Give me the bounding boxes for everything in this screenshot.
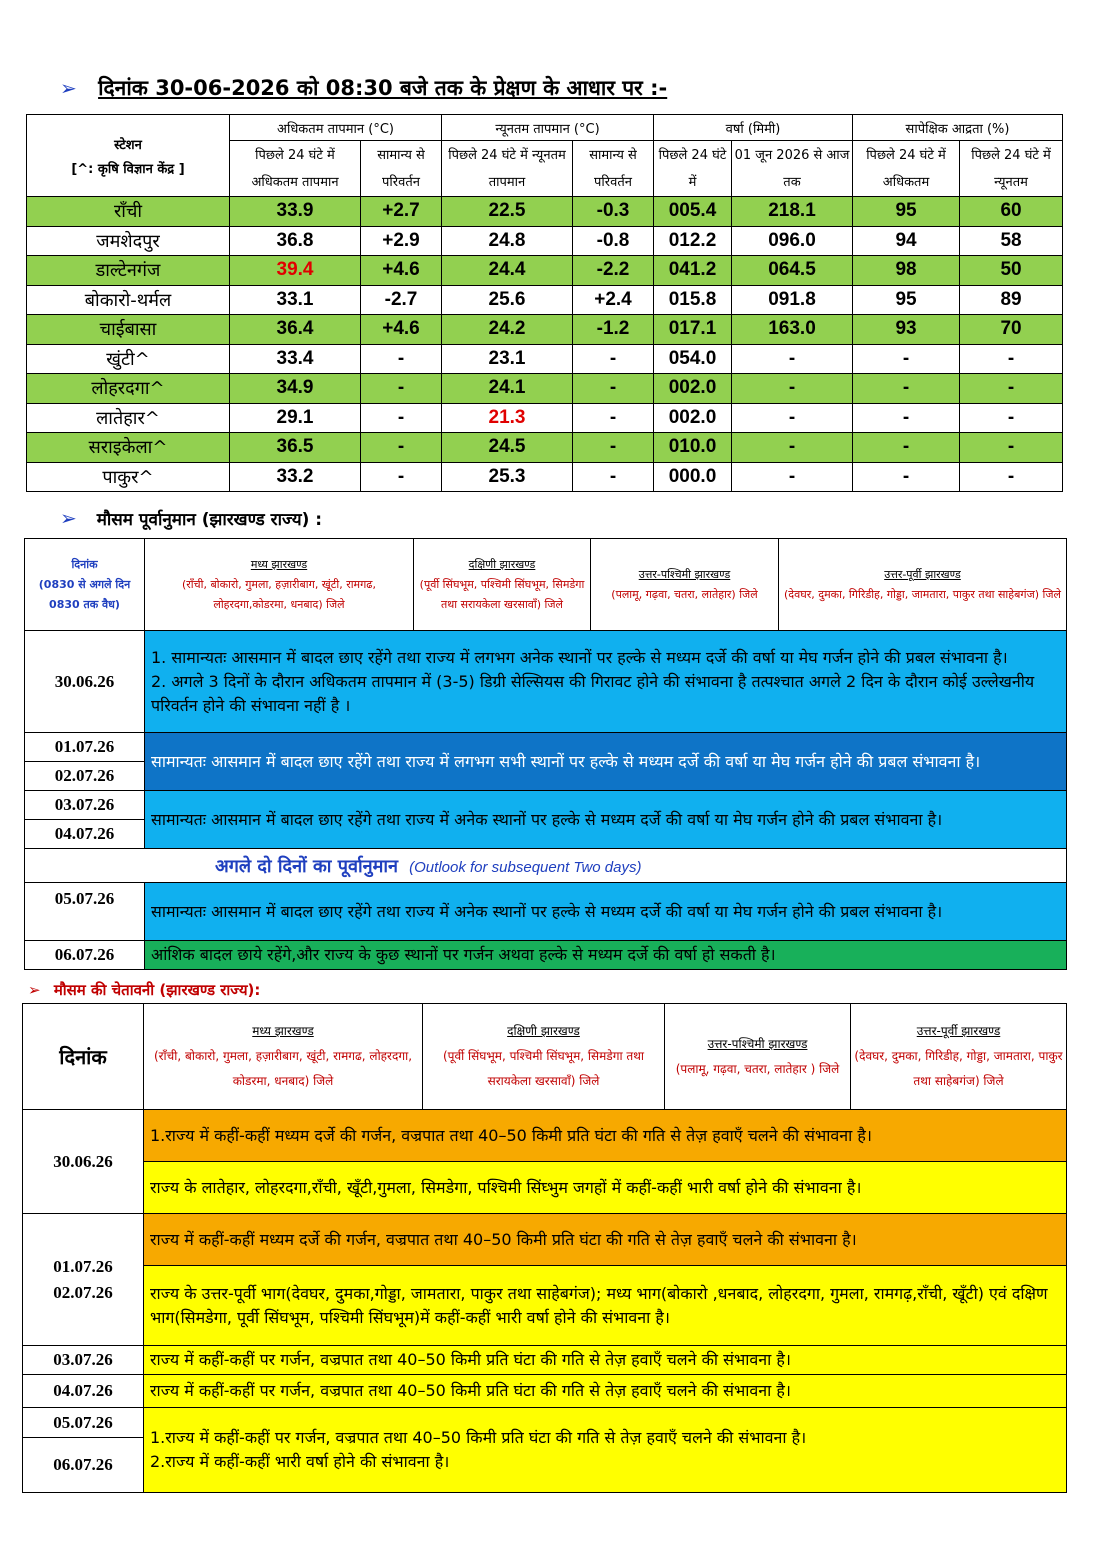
arrow-icon: ➢ bbox=[60, 76, 77, 100]
region-districts: (देवघर, दुमका, गिरिडीह, गोड्डा, जामतारा, पाकुर तथा साहेबगंज) जिले bbox=[783, 587, 1061, 601]
fc-date: 06.07.26 bbox=[25, 941, 145, 970]
table-row bbox=[27, 344, 1063, 374]
station-name: सराइकेला^ bbox=[27, 433, 230, 463]
region-districts: (पलामू, गढ़वा, चतरा, लातेहार) जिले bbox=[611, 587, 758, 601]
cell-value: -0.8 bbox=[573, 226, 654, 256]
cell-value: 70 bbox=[960, 315, 1063, 345]
cell-value: 24.1 bbox=[442, 374, 573, 404]
subhead-3: सामान्य से परिवर्तन bbox=[573, 141, 654, 197]
cell-value: - bbox=[960, 374, 1063, 404]
cell-value: 34.9 bbox=[230, 374, 361, 404]
warn-date bbox=[23, 1214, 144, 1346]
region-name: उत्तर-पश्चिमी झारखण्ड bbox=[638, 567, 731, 581]
cell-value: -2.7 bbox=[361, 285, 442, 315]
warning-table bbox=[22, 1003, 1067, 1493]
warn-date-1: 01.07.26 bbox=[53, 1256, 113, 1276]
table-row bbox=[27, 374, 1063, 404]
region-name: दक्षिणी झारखण्ड bbox=[507, 1024, 580, 1038]
cell-value: - bbox=[853, 374, 960, 404]
warn-text: राज्य में कहीं-कहीं मध्यम दर्जे की गर्जन, वज्रपात तथा 40–50 किमी प्रति घंटा की गति से तेज़ हवाएँ चलने की संभावना है। bbox=[144, 1214, 1067, 1266]
cell-value: - bbox=[361, 344, 442, 374]
outlook-row bbox=[25, 849, 1067, 883]
cell-value: 60 bbox=[960, 197, 1063, 227]
subhead-0: पिछले 24 घंटे में अधिकतम तापमान bbox=[230, 141, 361, 197]
warn-region-nw bbox=[665, 1004, 851, 1110]
subhead-7: पिछले 24 घंटे में न्यूनतम bbox=[960, 141, 1063, 197]
cell-value: 015.8 bbox=[654, 285, 732, 315]
cell-value: 24.8 bbox=[442, 226, 573, 256]
cell-value: - bbox=[573, 433, 654, 463]
station-head-label: स्टेशन bbox=[114, 137, 142, 153]
subhead-1: सामान्य से परिवर्तन bbox=[361, 141, 442, 197]
cell-value: - bbox=[732, 462, 853, 492]
cell-value: - bbox=[573, 344, 654, 374]
warning-header bbox=[28, 980, 260, 1000]
warn-region-south bbox=[423, 1004, 665, 1110]
cell-value: 25.6 bbox=[442, 285, 573, 315]
warn-date: 30.06.26 bbox=[23, 1110, 144, 1214]
group-max: अधिकतम तापमान (°C) bbox=[230, 115, 442, 141]
cell-value: - bbox=[573, 374, 654, 404]
cell-value: +2.9 bbox=[361, 226, 442, 256]
fc-date-label-2: (0830 से अगले दिन 0830 तक वैध) bbox=[38, 577, 131, 611]
obs-header-text: दिनांक 30-06-2026 को 08:30 बजे तक के प्रेक्षण के आधार पर :- bbox=[98, 76, 668, 100]
outlook-hi: अगले दो दिनों का पूर्वानुमान bbox=[215, 855, 399, 877]
forecast-table bbox=[24, 538, 1067, 970]
cell-value: 25.3 bbox=[442, 462, 573, 492]
warn-date-2: 02.07.26 bbox=[53, 1282, 113, 1302]
fc-region-ne bbox=[779, 539, 1067, 631]
group-rain: वर्षा (मिमी) bbox=[654, 115, 853, 141]
obs-header bbox=[60, 74, 667, 102]
cell-value: 24.5 bbox=[442, 433, 573, 463]
cell-value: - bbox=[573, 403, 654, 433]
cell-value: - bbox=[853, 344, 960, 374]
fc-region-south bbox=[414, 539, 591, 631]
cell-value: 017.1 bbox=[654, 315, 732, 345]
cell-value: 50 bbox=[960, 256, 1063, 286]
group-min: न्यूनतम तापमान (°C) bbox=[442, 115, 654, 141]
fc-date-label bbox=[25, 539, 145, 631]
cell-value: 33.4 bbox=[230, 344, 361, 374]
cell-value: - bbox=[960, 433, 1063, 463]
cell-value: - bbox=[853, 403, 960, 433]
table-row bbox=[27, 315, 1063, 345]
warn-date: 05.07.26 bbox=[23, 1408, 144, 1438]
arrow-icon: ➢ bbox=[28, 981, 41, 999]
cell-value: 012.2 bbox=[654, 226, 732, 256]
fc-text: सामान्यतः आसमान में बादल छाए रहेंगे तथा राज्य में लगभग सभी स्थानों पर हल्के से मध्यम दर्जे की वर्षा या मेघ गर्जन होने की प्रबल संभावना है। bbox=[145, 733, 1067, 791]
cell-value: +2.7 bbox=[361, 197, 442, 227]
region-districts: (राँची, बोकारो, गुमला, हज़ारीबाग, खूंटी, रामगढ, लोहरदगा, कोडरमा, धनबाद) जिले bbox=[153, 1049, 413, 1088]
fc-text-1: 1. सामान्यतः आसमान में बादल छाए रहेंगे तथा राज्य में लगभग अनेक स्थानों पर हल्के से मध्यम दर्जे की वर्षा या मेघ गर्जन होने की प्रबल संभावना है। bbox=[151, 647, 1008, 667]
warn-text: राज्य के उत्तर-पूर्वी भाग(देवघर, दुमका,गोड्डा, जामतारा, पाकुर तथा साहेबगंज); मध्य भाग(बोकारो ,धनबाद, लोहरदगा, गुमला, रामगढ़,राँची, खूँटी) एवं दक्षिण भाग(सिमडेगा, पूर्वी सिंघभूम, पश्चिमी सिंघभूम)में कहीं-कहीं भारी वर्षा होने की संभावना है। bbox=[144, 1266, 1067, 1346]
table-row bbox=[27, 462, 1063, 492]
fc-date: 30.06.26 bbox=[25, 631, 145, 733]
warn-date: 03.07.26 bbox=[23, 1346, 144, 1375]
region-name: उत्तर-पूर्वी झारखण्ड bbox=[916, 1024, 1001, 1038]
station-name: डाल्टेनगंज bbox=[27, 256, 230, 286]
warn-text bbox=[144, 1408, 1067, 1493]
cell-value: 33.9 bbox=[230, 197, 361, 227]
cell-value: 24.2 bbox=[442, 315, 573, 345]
warn-region-ne bbox=[851, 1004, 1067, 1110]
cell-value: 39.4 bbox=[230, 256, 361, 286]
station-name: पाकुर^ bbox=[27, 462, 230, 492]
cell-value: 005.4 bbox=[654, 197, 732, 227]
cell-value: 58 bbox=[960, 226, 1063, 256]
region-name: मध्य झारखण्ड bbox=[250, 557, 308, 571]
table-row bbox=[27, 197, 1063, 227]
cell-value: - bbox=[732, 344, 853, 374]
cell-value: 95 bbox=[853, 197, 960, 227]
cell-value: - bbox=[732, 374, 853, 404]
warn-date: 04.07.26 bbox=[23, 1375, 144, 1408]
table-row bbox=[27, 256, 1063, 286]
cell-value: -0.3 bbox=[573, 197, 654, 227]
table-row bbox=[27, 226, 1063, 256]
cell-value: 24.4 bbox=[442, 256, 573, 286]
station-name: जमशेदपुर bbox=[27, 226, 230, 256]
cell-value: -2.2 bbox=[573, 256, 654, 286]
cell-value: - bbox=[361, 433, 442, 463]
cell-value: 218.1 bbox=[732, 197, 853, 227]
cell-value: 33.2 bbox=[230, 462, 361, 492]
station-name: लातेहार^ bbox=[27, 403, 230, 433]
warn-text-2: 2.राज्य में कहीं-कहीं भारी वर्षा होने की संभावना है। bbox=[150, 1452, 450, 1471]
subhead-2: पिछले 24 घंटे में न्यूनतम तापमान bbox=[442, 141, 573, 197]
warning-header-text: मौसम की चेतावनी (झारखण्ड राज्य): bbox=[53, 981, 261, 999]
subhead-6: पिछले 24 घंटे में अधिकतम bbox=[853, 141, 960, 197]
region-name: दक्षिणी झारखण्ड bbox=[468, 557, 536, 571]
cell-value: - bbox=[960, 344, 1063, 374]
forecast-header-text: मौसम पूर्वानुमान (झारखण्ड राज्य) : bbox=[96, 510, 323, 530]
station-name: खुंटी^ bbox=[27, 344, 230, 374]
station-name: चाईबासा bbox=[27, 315, 230, 345]
station-note: [^: कृषि विज्ञान केंद्र ] bbox=[71, 161, 185, 177]
region-districts: (देवघर, दुमका, गिरिडीह, गोड्डा, जामतारा, पाकुर तथा साहेबगंज) जिले bbox=[854, 1049, 1063, 1088]
region-districts: (राँची, बोकारो, गुमला, हज़ारीबाग, खूंटी, रामगढ, लोहरदगा,कोडरमा, धनबाद) जिले bbox=[181, 577, 376, 611]
fc-text: सामान्यतः आसमान में बादल छाए रहेंगे तथा राज्य में अनेक स्थानों पर हल्के से मध्यम दर्जे की वर्षा या मेघ गर्जन होने की प्रबल संभावना है। bbox=[145, 883, 1067, 941]
fc-date-label-1: दिनांक bbox=[71, 557, 98, 571]
warn-text: राज्य के लातेहार, लोहरदगा,राँची, खूँटी,गुमला, सिमडेगा, पश्चिमी सिंघ्भुम जगहों में कहीं-कहीं भारी वर्षा होने की संभावना है। bbox=[144, 1162, 1067, 1214]
warn-text: राज्य में कहीं-कहीं पर गर्जन, वज्रपात तथा 40–50 किमी प्रति घंटा की गति से तेज़ हवाएँ चलने की संभावना है। bbox=[144, 1346, 1067, 1375]
cell-value: +2.4 bbox=[573, 285, 654, 315]
cell-value: - bbox=[853, 433, 960, 463]
cell-value: - bbox=[732, 403, 853, 433]
cell-value: 89 bbox=[960, 285, 1063, 315]
cell-value: - bbox=[361, 374, 442, 404]
fc-text: सामान्यतः आसमान में बादल छाए रहेंगे तथा राज्य में अनेक स्थानों पर हल्के से मध्यम दर्जे की वर्षा या मेघ गर्जन होने की प्रबल संभावना है। bbox=[145, 791, 1067, 849]
cell-value: - bbox=[960, 403, 1063, 433]
group-rh: सापेक्षिक आद्रता (%) bbox=[853, 115, 1063, 141]
region-name: उत्तर-पश्चिमी झारखण्ड bbox=[707, 1036, 808, 1051]
warn-date: 06.07.26 bbox=[23, 1438, 144, 1493]
fc-date: 05.07.26 bbox=[25, 883, 145, 941]
cell-value: 22.5 bbox=[442, 197, 573, 227]
station-name: लोहरदगा^ bbox=[27, 374, 230, 404]
fc-date: 01.07.26 bbox=[25, 733, 145, 762]
subhead-5: 01 जून 2026 से आज तक bbox=[732, 141, 853, 197]
arrow-icon: ➢ bbox=[60, 506, 77, 530]
cell-value: +4.6 bbox=[361, 315, 442, 345]
region-name: उत्तर-पूर्वी झारखण्ड bbox=[884, 567, 961, 581]
forecast-header bbox=[60, 506, 322, 530]
cell-value: - bbox=[732, 433, 853, 463]
cell-value: 94 bbox=[853, 226, 960, 256]
warn-region-central bbox=[144, 1004, 423, 1110]
cell-value: 163.0 bbox=[732, 315, 853, 345]
cell-value: 36.8 bbox=[230, 226, 361, 256]
cell-value: - bbox=[361, 462, 442, 492]
fc-date: 04.07.26 bbox=[25, 820, 145, 849]
warn-text: 1.राज्य में कहीं-कहीं मध्यम दर्जे की गर्जन, वज्रपात तथा 40–50 किमी प्रति घंटा की गति से तेज़ हवाएँ चलने की संभावना है। bbox=[144, 1110, 1067, 1162]
cell-value: 041.2 bbox=[654, 256, 732, 286]
cell-value: 36.4 bbox=[230, 315, 361, 345]
cell-value: 23.1 bbox=[442, 344, 573, 374]
cell-value: -1.2 bbox=[573, 315, 654, 345]
cell-value: 002.0 bbox=[654, 403, 732, 433]
table-row bbox=[27, 285, 1063, 315]
outlook-en: (Outlook for subsequent Two days) bbox=[409, 858, 642, 876]
cell-value: 36.5 bbox=[230, 433, 361, 463]
cell-value: 091.8 bbox=[732, 285, 853, 315]
cell-value: 33.1 bbox=[230, 285, 361, 315]
table-row bbox=[27, 433, 1063, 463]
cell-value: +4.6 bbox=[361, 256, 442, 286]
cell-value: 93 bbox=[853, 315, 960, 345]
cell-value: - bbox=[960, 462, 1063, 492]
warn-date-label: दिनांक bbox=[23, 1004, 144, 1110]
cell-value: 95 bbox=[853, 285, 960, 315]
cell-value: 21.3 bbox=[442, 403, 573, 433]
cell-value: 010.0 bbox=[654, 433, 732, 463]
fc-date: 02.07.26 bbox=[25, 762, 145, 791]
cell-value: 064.5 bbox=[732, 256, 853, 286]
region-districts: (पूर्वी सिंघभूम, पश्चिमी सिंघभूम, सिमडेगा तथा सरायकेला खरसावाँ) जिले bbox=[419, 577, 585, 611]
station-header bbox=[27, 115, 230, 197]
cell-value: 000.0 bbox=[654, 462, 732, 492]
region-districts: (पूर्वी सिंघभूम, पश्चिमी सिंघभूम, सिमडेगा तथा सरायकेला खरसावाँ) जिले bbox=[442, 1049, 645, 1088]
cell-value: 054.0 bbox=[654, 344, 732, 374]
station-name: राँची bbox=[27, 197, 230, 227]
cell-value: - bbox=[361, 403, 442, 433]
cell-value: 29.1 bbox=[230, 403, 361, 433]
fc-date: 03.07.26 bbox=[25, 791, 145, 820]
fc-text bbox=[145, 631, 1067, 733]
cell-value: 98 bbox=[853, 256, 960, 286]
subhead-4: पिछले 24 घंटे में bbox=[654, 141, 732, 197]
fc-text-2: 2. अगले 3 दिनों के दौरान अधिकतम तापमान में (3-5) डिग्री सेल्सियस की गिरावट होने की संभावना है तत्पश्चात अगले 2 दिन के दौरान कोई उल्लेखनीय परिवर्तन होने की संभावना नहीं है । bbox=[151, 671, 1035, 715]
station-name: बोकारो-थर्मल bbox=[27, 285, 230, 315]
cell-value: - bbox=[573, 462, 654, 492]
table-row bbox=[27, 403, 1063, 433]
cell-value: - bbox=[853, 462, 960, 492]
fc-region-central bbox=[145, 539, 414, 631]
cell-value: 002.0 bbox=[654, 374, 732, 404]
fc-region-nw bbox=[591, 539, 779, 631]
warn-text-1: 1.राज्य में कहीं-कहीं पर गर्जन, वज्रपात तथा 40–50 किमी प्रति घंटा की गति से तेज़ हवाएँ चलने की संभावना है। bbox=[150, 1428, 807, 1447]
warn-text: राज्य में कहीं-कहीं पर गर्जन, वज्रपात तथा 40–50 किमी प्रति घंटा की गति से तेज़ हवाएँ चलने की संभावना है। bbox=[144, 1375, 1067, 1408]
region-name: मध्य झारखण्ड bbox=[252, 1024, 314, 1038]
observation-table bbox=[26, 114, 1063, 492]
region-districts: (पलामू, गढ़वा, चतरा, लातेहार ) जिले bbox=[675, 1061, 840, 1076]
fc-text: आंशिक बादल छाये रहेंगे,और राज्य के कुछ स्थानों पर गर्जन अथवा हल्के से मध्यम दर्जे की वर्षा हो सकती है। bbox=[145, 941, 1067, 970]
cell-value: 096.0 bbox=[732, 226, 853, 256]
